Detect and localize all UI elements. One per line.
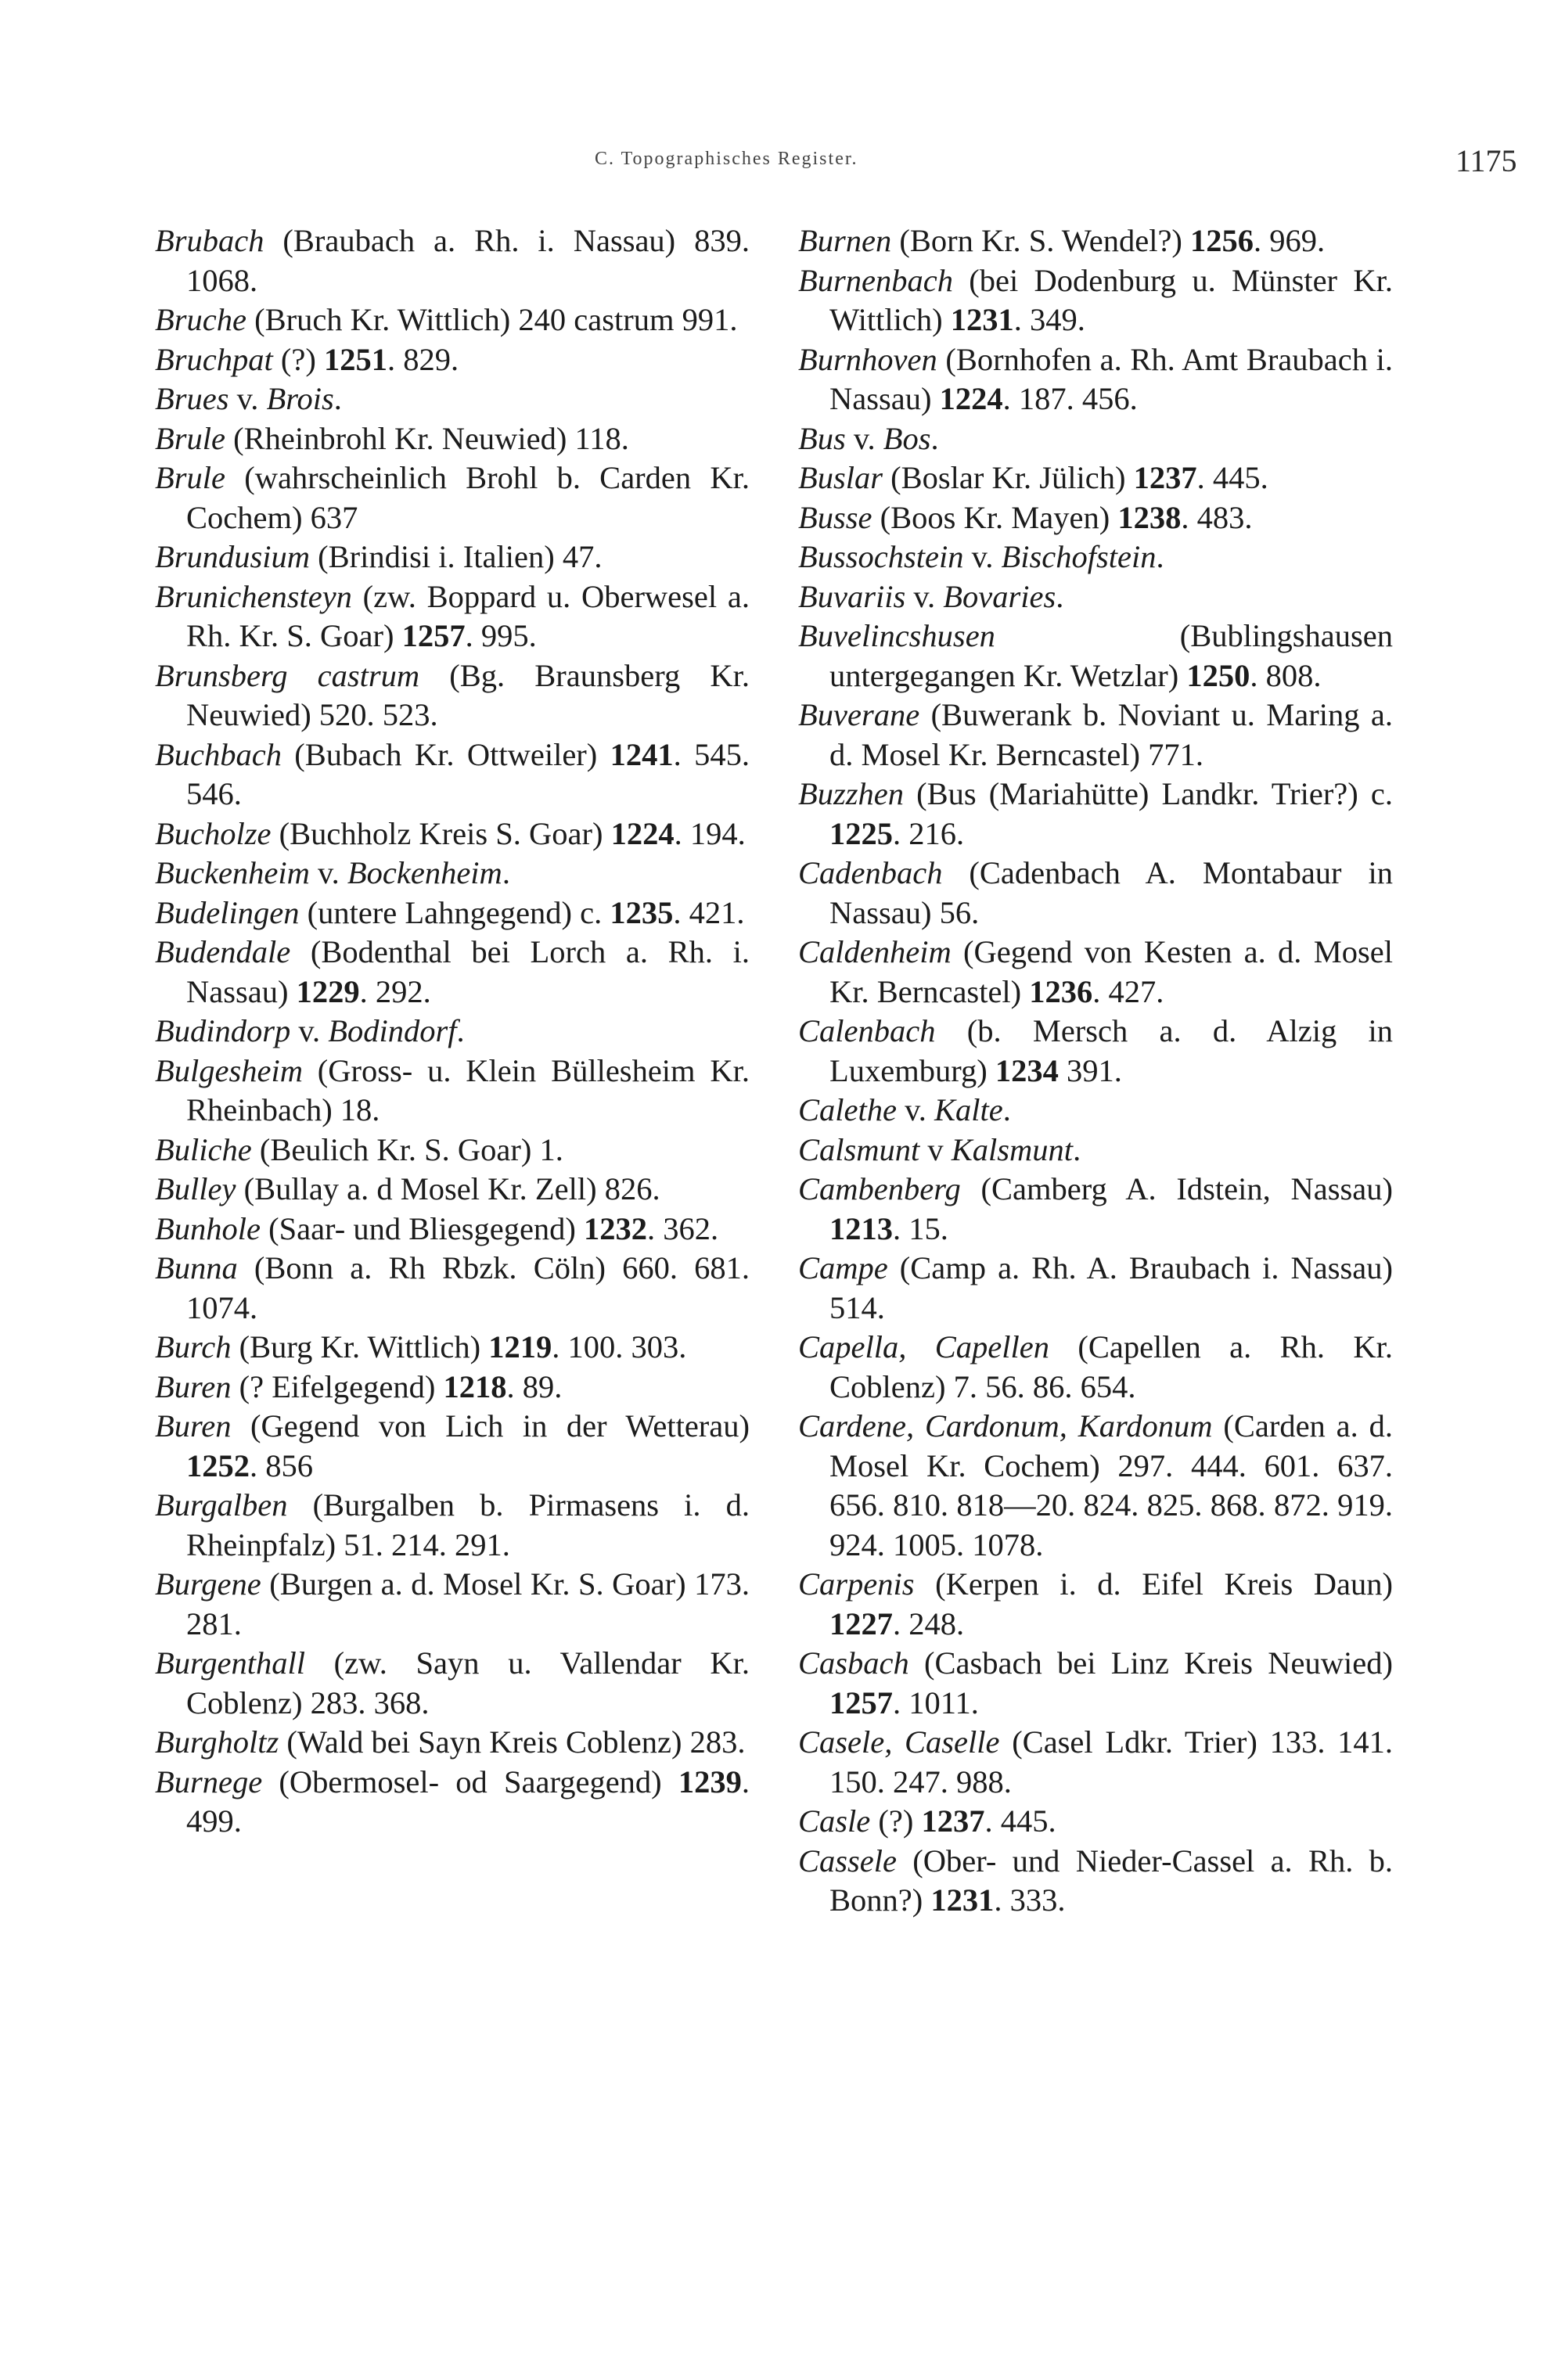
register-entry xyxy=(798,1565,1393,1644)
register-entry xyxy=(798,1328,1393,1407)
entry-text: v. xyxy=(905,578,944,614)
entry-headword: Casele, Caselle xyxy=(798,1724,1000,1760)
entry-text: (Capellen a. Rh. Kr. Coblenz) 7. 56. 86. 654. xyxy=(829,1329,1394,1404)
entry-text: (Bullay a. d Mosel Kr. Zell) 826. xyxy=(236,1171,660,1206)
entry-headword: Burnen xyxy=(798,223,892,258)
entry-text: (Bodenthal bei Lorch a. Rh. i. Nassau) xyxy=(186,934,750,1009)
entry-headword: Burnenbach xyxy=(798,262,953,298)
entry-text: (Boslar Kr. Jülich) xyxy=(883,460,1134,495)
entry-text: (Saar- und Bliesgegend) xyxy=(260,1210,585,1246)
entry-text: (Casbach bei Linz Kreis Neuwied) xyxy=(908,1645,1393,1681)
entry-cross-reference: Bovaries xyxy=(943,578,1056,614)
entry-headword: Cardene, Cardonum, Kardonum xyxy=(798,1408,1213,1443)
entry-text-tail: . 499. xyxy=(186,1763,750,1839)
entry-year: 1256 xyxy=(1190,223,1254,258)
entry-headword: Busse xyxy=(798,499,872,535)
register-entry xyxy=(155,1210,750,1249)
left-column xyxy=(155,221,750,1842)
entry-text: v. xyxy=(309,855,347,890)
entry-year: 1234 xyxy=(995,1052,1059,1088)
entry-headword: Buchbach xyxy=(155,736,282,772)
entry-text-tail: . 187. 456. xyxy=(1002,381,1138,416)
entry-text: v. xyxy=(963,539,1002,574)
entry-headword: Burch xyxy=(155,1329,232,1364)
entry-text-tail: . xyxy=(1002,1092,1011,1127)
entry-text: (Gegend von Kesten a. d. Mosel Kr. Berncastel) xyxy=(829,934,1393,1009)
entry-text: (Burg Kr. Wittlich) xyxy=(231,1329,489,1364)
entry-headword: Casbach xyxy=(798,1645,909,1681)
register-entry xyxy=(155,1644,750,1723)
entry-headword: Cadenbach xyxy=(798,855,943,890)
entry-text-tail: . xyxy=(502,855,510,890)
entry-text: v xyxy=(919,1131,952,1167)
page-header xyxy=(0,142,1565,189)
entry-headword: Cassele xyxy=(798,1843,897,1878)
entry-text: (Bg. Braunsberg Kr. Neuwied) 520. 523. xyxy=(186,657,750,732)
entry-headword: Buslar xyxy=(798,460,883,495)
register-entry xyxy=(798,498,1393,538)
entry-headword: Buvelincshusen xyxy=(798,618,995,653)
register-entry xyxy=(155,1012,750,1052)
register-entry xyxy=(155,340,750,380)
register-entry xyxy=(798,775,1393,854)
entry-headword: Buverane xyxy=(798,697,920,732)
entry-headword: Burgenthall xyxy=(155,1645,305,1681)
entry-headword: Burgene xyxy=(155,1566,261,1602)
register-entry xyxy=(155,1052,750,1131)
entry-year: 1231 xyxy=(950,302,1014,337)
entry-year: 1237 xyxy=(1133,460,1197,495)
register-entry xyxy=(798,1407,1393,1565)
entry-text: (Casel Ldkr. Trier) 133. 141. 150. 247. 988. xyxy=(829,1724,1393,1799)
entry-text: (bei Dodenburg u. Münster Kr. Wittlich) xyxy=(829,262,1393,337)
entry-cross-reference: Bockenheim xyxy=(347,855,502,890)
entry-headword: Brubach xyxy=(155,223,264,258)
entry-headword: Budendale xyxy=(155,934,291,969)
entry-text-tail: . xyxy=(1073,1131,1081,1167)
entry-text: (Gross- u. Klein Büllesheim Kr. Rheinbach) 18. xyxy=(186,1052,750,1127)
entry-text: v. xyxy=(896,1092,934,1127)
entry-headword: Burnhoven xyxy=(798,341,937,377)
entry-text-tail: . 362. xyxy=(647,1210,719,1246)
right-column xyxy=(798,221,1393,1921)
entry-headword: Buren xyxy=(155,1368,232,1404)
entry-text: (b. Mersch a. d. Alzig in Luxemburg) xyxy=(829,1013,1393,1088)
entry-text-tail: 391. xyxy=(1058,1052,1122,1088)
entry-text: (untere Lahngegend) c. xyxy=(299,894,610,930)
entry-text-tail: . 292. xyxy=(359,973,431,1009)
register-entry xyxy=(155,300,750,340)
entry-headword: Buliche xyxy=(155,1131,252,1167)
entry-year: 1241 xyxy=(610,736,674,772)
register-entry xyxy=(798,1842,1393,1921)
register-entry xyxy=(798,1012,1393,1091)
entry-headword: Burgholtz xyxy=(155,1724,279,1760)
register-entry xyxy=(798,1249,1393,1328)
entry-text-tail: . 445. xyxy=(984,1803,1056,1839)
register-entry xyxy=(798,1723,1393,1802)
register-entry xyxy=(155,656,750,735)
entry-headword: Calenbach xyxy=(798,1013,936,1048)
entry-text: (Bus (Mariahütte) Landkr. Trier?) c. xyxy=(904,776,1393,811)
entry-year: 1213 xyxy=(829,1210,893,1246)
entry-year: 1237 xyxy=(921,1803,985,1839)
entry-headword: Campe xyxy=(798,1250,888,1285)
entry-text-tail: . xyxy=(1056,578,1064,614)
entry-headword: Capella, Capellen xyxy=(798,1329,1049,1364)
entry-text-tail: . xyxy=(1156,539,1164,574)
entry-text-tail: . 1011. xyxy=(893,1684,979,1720)
register-entry xyxy=(798,1091,1393,1131)
register-entry xyxy=(155,854,750,893)
entry-text: (Beulich Kr. S. Goar) 1. xyxy=(251,1131,563,1167)
entry-headword: Buvariis xyxy=(798,578,906,614)
entry-year: 1219 xyxy=(488,1329,552,1364)
entry-text: (Kerpen i. d. Eifel Kreis Daun) xyxy=(914,1566,1393,1602)
entry-headword: Bussochstein xyxy=(798,539,964,574)
register-entry xyxy=(155,1723,750,1763)
page-number: 1175 xyxy=(1455,143,1517,178)
entry-text: (Cadenbach A. Montabaur in Nassau) 56. xyxy=(829,855,1393,930)
entry-year: 1235 xyxy=(610,894,674,930)
entry-text: (?) xyxy=(870,1803,922,1839)
entry-headword: Bunhole xyxy=(155,1210,261,1246)
register-entry xyxy=(155,537,750,577)
register-entry xyxy=(155,893,750,933)
entry-text: (Born Kr. S. Wendel?) xyxy=(891,223,1191,258)
register-entry xyxy=(155,577,750,656)
entry-headword: Bruche xyxy=(155,302,246,337)
register-entry xyxy=(798,458,1393,498)
register-entry xyxy=(155,1763,750,1842)
entry-headword: Bulgesheim xyxy=(155,1052,303,1088)
entry-cross-reference: Brois xyxy=(266,381,334,416)
entry-text: (zw. Boppard u. Oberwesel a. Rh. Kr. S. Goar) xyxy=(186,578,750,653)
entry-headword: Brunichensteyn xyxy=(155,578,352,614)
entry-text: (Brindisi i. Italien) 47. xyxy=(310,539,603,574)
register-entry xyxy=(798,854,1393,933)
entry-year: 1224 xyxy=(939,381,1003,416)
entry-text-tail: . 969. xyxy=(1254,223,1326,258)
entry-headword: Carpenis xyxy=(798,1566,915,1602)
entry-year: 1251 xyxy=(323,341,387,377)
entry-text-tail: . 427. xyxy=(1092,973,1164,1009)
register-entry xyxy=(155,1170,750,1210)
entry-year: 1218 xyxy=(443,1368,507,1404)
entry-headword: Brunsberg castrum xyxy=(155,657,420,693)
entry-text: (Bruch Kr. Wittlich) 240 castrum 991. xyxy=(246,302,738,337)
entry-headword: Bulley xyxy=(155,1171,236,1206)
register-entry xyxy=(798,617,1393,696)
entry-text: (Bonn a. Rh Rbzk. Cöln) 660. 681. 1074. xyxy=(186,1250,750,1325)
entry-text: (Boos Kr. Mayen) xyxy=(872,499,1118,535)
entry-text: (Buwerank b. Noviant u. Maring a. d. Mosel Kr. Berncastel) 771. xyxy=(829,697,1393,772)
entry-cross-reference: Kalte xyxy=(934,1092,1003,1127)
register-entry xyxy=(155,1368,750,1408)
entry-headword: Casle xyxy=(798,1803,871,1839)
entry-headword: Caldenheim xyxy=(798,934,952,969)
entry-text: (?) xyxy=(272,341,324,377)
entry-year: 1257 xyxy=(829,1684,893,1720)
entry-text-tail: . xyxy=(930,420,939,456)
entry-cross-reference: Bos xyxy=(883,420,931,456)
register-entry xyxy=(798,221,1393,261)
entry-text: (Camp a. Rh. A. Braubach i. Nassau) 514. xyxy=(829,1250,1393,1325)
register-entry xyxy=(798,696,1393,775)
register-entry xyxy=(155,1249,750,1328)
entry-text-tail: . xyxy=(333,381,342,416)
register-entry xyxy=(155,221,750,300)
entry-headword: Calethe xyxy=(798,1092,897,1127)
entry-headword: Brues xyxy=(155,381,229,416)
entry-year: 1257 xyxy=(401,618,466,653)
entry-text: v. xyxy=(228,381,267,416)
entry-text: (Buchholz Kreis S. Goar) xyxy=(271,815,611,851)
entry-text-tail: . 15. xyxy=(893,1210,948,1246)
entry-text: (Carden a. d. Mosel Kr. Cochem) 297. 444. 601. 637. 656. 810. 818—20. 824. 825. 868. 872. 919. 924. 1005. 1078. xyxy=(829,1408,1394,1562)
entry-year: 1229 xyxy=(296,973,360,1009)
entry-text: (wahrscheinlich Brohl b. Carden Kr. Cochem) 637 xyxy=(186,460,750,535)
entry-headword: Cambenberg xyxy=(798,1171,961,1206)
register-entry xyxy=(798,1802,1393,1842)
register-entry xyxy=(798,340,1393,419)
entry-text-tail: . 100. 303. xyxy=(552,1329,687,1364)
entry-text: (Rheinbrohl Kr. Neuwied) 118. xyxy=(225,420,629,456)
register-entry xyxy=(155,1407,750,1486)
entry-text: (Burgen a. d. Mosel Kr. S. Goar) 173. 281. xyxy=(186,1566,750,1641)
entry-year: 1239 xyxy=(678,1763,742,1799)
entry-year: 1224 xyxy=(610,815,675,851)
entry-text-tail: . 248. xyxy=(893,1605,965,1641)
entry-headword: Bunna xyxy=(155,1250,238,1285)
entry-headword: Brule xyxy=(155,460,225,495)
register-entry xyxy=(798,1131,1393,1170)
entry-headword: Bruchpat xyxy=(155,341,273,377)
entry-headword: Calsmunt xyxy=(798,1131,920,1167)
register-entry xyxy=(155,379,750,419)
register-entry xyxy=(155,419,750,459)
entry-text: (Bublingshausen untergegangen Kr. Wetzlar) xyxy=(829,618,1393,693)
register-entry xyxy=(155,933,750,1012)
register-entry xyxy=(798,537,1393,577)
entry-text-tail: . 349. xyxy=(1013,302,1085,337)
register-entry xyxy=(798,1644,1393,1723)
entry-text: (? Eifelgegend) xyxy=(231,1368,444,1404)
entry-text-tail: . 995. xyxy=(465,618,537,653)
entry-headword: Burnege xyxy=(155,1763,263,1799)
register-entry xyxy=(798,261,1393,340)
entry-text: (Gegend von Lich in der Wetterau) xyxy=(231,1408,750,1443)
entry-year: 1252 xyxy=(186,1447,250,1483)
entry-text-tail: . xyxy=(456,1013,465,1048)
entry-text-tail: . 483. xyxy=(1181,499,1253,535)
entry-cross-reference: Bodindorf xyxy=(328,1013,457,1048)
entry-text-tail: . 421. xyxy=(673,894,745,930)
entry-year: 1238 xyxy=(1117,499,1182,535)
entry-headword: Brule xyxy=(155,420,225,456)
entry-text: v. xyxy=(290,1013,329,1048)
register-entry xyxy=(155,1131,750,1170)
entry-text: (Ober- und Nieder-Cassel a. Rh. b. Bonn?) xyxy=(829,1843,1393,1918)
entry-year: 1250 xyxy=(1186,657,1250,693)
register-entry xyxy=(798,933,1393,1012)
entry-headword: Buckenheim xyxy=(155,855,310,890)
register-entry xyxy=(798,419,1393,459)
entry-text: (Bornhofen a. Rh. Amt Braubach i. Nassau) xyxy=(829,341,1393,416)
register-entry xyxy=(798,577,1393,617)
entry-text: (Wald bei Sayn Kreis Coblenz) 283. xyxy=(279,1724,746,1760)
entry-headword: Budelingen xyxy=(155,894,300,930)
register-entry xyxy=(155,735,750,814)
register-entry xyxy=(155,1328,750,1368)
entry-text-tail: . 216. xyxy=(893,815,965,851)
entry-headword: Buzzhen xyxy=(798,776,904,811)
running-header-title: C. Topographisches Register. xyxy=(595,149,858,169)
entry-text: (Braubach a. Rh. i. Nassau) 839. 1068. xyxy=(186,223,750,298)
entry-text-tail: . 808. xyxy=(1250,657,1322,693)
register-entry xyxy=(155,1486,750,1565)
entry-text-tail: . 445. xyxy=(1196,460,1268,495)
entry-text: (Burgalben b. Pirmasens i. d. Rheinpfalz) 51. 214. 291. xyxy=(186,1487,750,1562)
entry-text-tail: . 333. xyxy=(994,1882,1066,1918)
entry-headword: Budindorp xyxy=(155,1013,291,1048)
entry-text: v. xyxy=(845,420,883,456)
entry-text-tail: . 829. xyxy=(387,341,459,377)
entry-cross-reference: Bischofstein xyxy=(1001,539,1157,574)
entry-year: 1232 xyxy=(584,1210,648,1246)
entry-headword: Brundusium xyxy=(155,539,311,574)
entry-text-tail: . 194. xyxy=(674,815,746,851)
entry-text: (Obermosel- od Saargegend) xyxy=(262,1763,678,1799)
entry-text: (Bubach Kr. Ottweiler) xyxy=(281,736,610,772)
entry-headword: Bucholze xyxy=(155,815,272,851)
entry-text: (Camberg A. Idstein, Nassau) xyxy=(960,1171,1393,1206)
register-entry xyxy=(155,814,750,854)
entry-year: 1227 xyxy=(829,1605,893,1641)
entry-text-tail: . 545. 546. xyxy=(186,736,750,811)
entry-headword: Buren xyxy=(155,1408,232,1443)
entry-year: 1231 xyxy=(930,1882,995,1918)
entry-year: 1225 xyxy=(829,815,893,851)
entry-year: 1236 xyxy=(1029,973,1093,1009)
entry-cross-reference: Kalsmunt xyxy=(951,1131,1074,1167)
register-entry xyxy=(798,1170,1393,1249)
entry-text: (zw. Sayn u. Vallendar Kr. Coblenz) 283. 368. xyxy=(186,1645,750,1720)
register-entry xyxy=(155,458,750,537)
entry-headword: Bus xyxy=(798,420,846,456)
entry-text-tail: . 856 xyxy=(250,1447,313,1483)
entry-text-tail: . 89. xyxy=(506,1368,563,1404)
register-entry xyxy=(155,1565,750,1644)
entry-headword: Burgalben xyxy=(155,1487,288,1523)
